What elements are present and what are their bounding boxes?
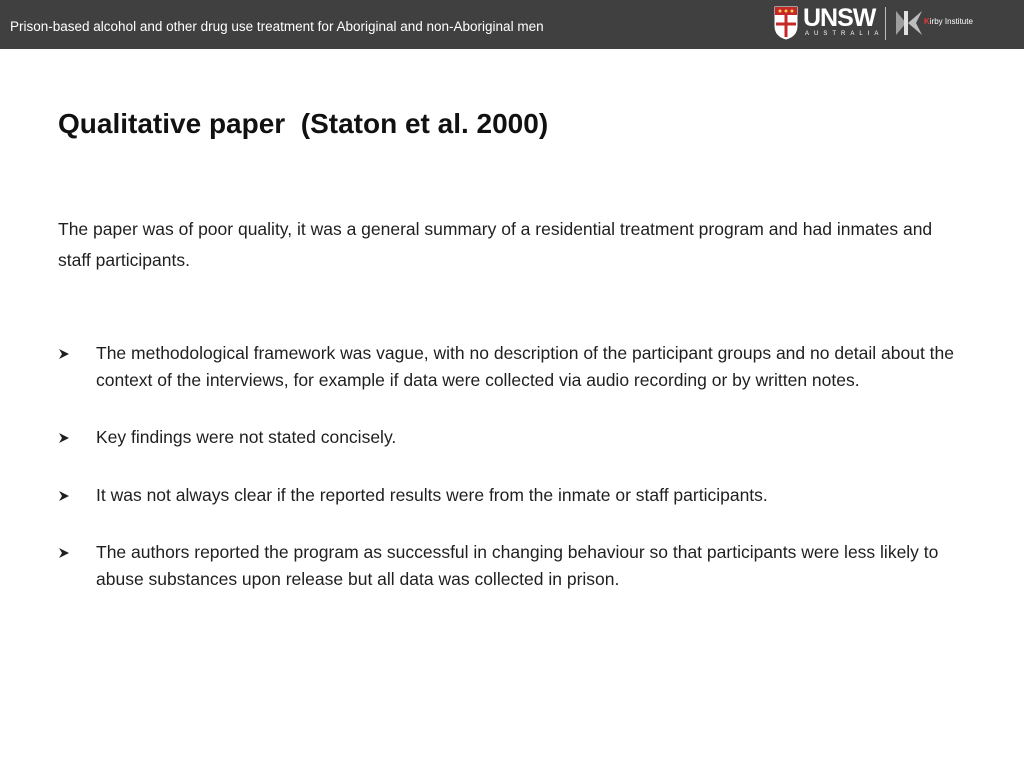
bullet-item — [58, 424, 958, 451]
bullet-text: The authors reported the program as successful in changing behaviour so that participants were less likely to abuse substances upon release but all data was collected in prison. — [96, 542, 939, 589]
bullet-text: Key findings were not stated concisely. — [96, 427, 397, 447]
kirby-logo-icon — [894, 9, 924, 37]
arrow-bullet-icon — [58, 547, 70, 559]
unsw-wordmark: UNSW — [803, 4, 876, 32]
logo-group — [770, 3, 1020, 45]
slide-title: Qualitative paper (Staton et al. 2000) — [58, 108, 549, 139]
unsw-crest-icon — [774, 6, 798, 40]
bullet-item — [58, 482, 958, 509]
arrow-bullet-icon — [58, 348, 70, 360]
bullet-list — [58, 340, 958, 623]
intro-paragraph: The paper was of poor quality, it was a general summary of a residential treatment program and had inmates and staff participants. — [58, 219, 933, 270]
arrow-bullet-icon — [58, 490, 70, 502]
presentation-title: Prison-based alcohol and other drug use treatment for Aboriginal and non-Aboriginal men — [10, 19, 544, 34]
arrow-bullet-icon — [58, 432, 70, 444]
unsw-subtitle: AUSTRALIA — [805, 31, 884, 37]
logo-divider — [885, 7, 886, 40]
bullet-item — [58, 539, 958, 592]
header-bar — [0, 0, 1024, 49]
bullet-text: It was not always clear if the reported results were from the inmate or staff participants. — [96, 484, 768, 505]
bullet-item — [58, 340, 958, 393]
bullet-text: The methodological framework was vague, with no description of the participant groups and no detail about the context of the interviews, for example if data were collected via audio recording or by written notes. — [96, 343, 955, 390]
kirby-wordmark: Kirby Institute — [924, 17, 973, 26]
